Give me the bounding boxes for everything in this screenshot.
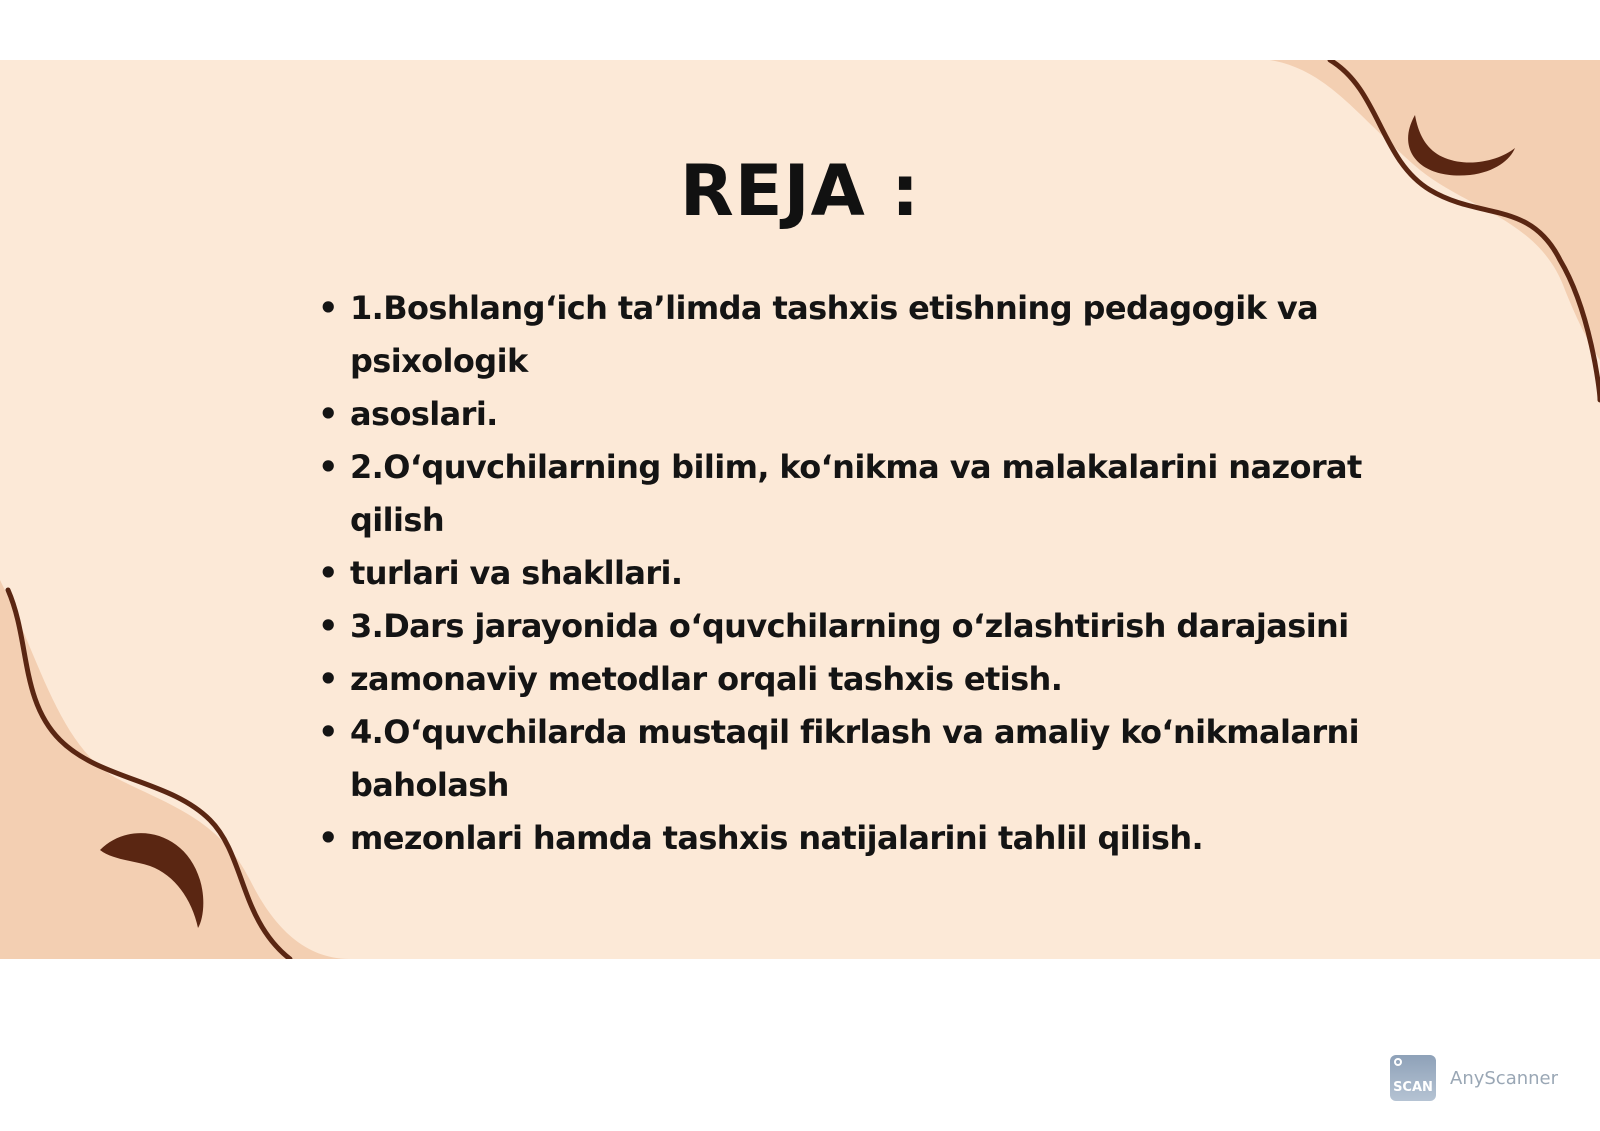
- plan-list: [316, 282, 1366, 865]
- plan-item-4: [316, 547, 1366, 600]
- slide-title: REJA :: [679, 150, 921, 232]
- scan-dot-icon: [1394, 1058, 1402, 1066]
- plan-item-3: [316, 441, 1366, 547]
- bullet: •: [318, 660, 338, 698]
- plan-item-text: zamonaviy metodlar orqali tashxis etish.: [350, 660, 1063, 698]
- plan-item-text: 2.O‘quvchilarning bilim, ko‘nikma va malakalarini nazorat qilish: [350, 448, 1362, 539]
- bullet: •: [318, 713, 338, 751]
- bullet: •: [318, 395, 338, 433]
- plan-item-7: [316, 706, 1366, 812]
- scan-icon: [1390, 1055, 1436, 1101]
- bullet: •: [318, 819, 338, 857]
- bullet: •: [318, 607, 338, 645]
- plan-item-2: [316, 388, 1366, 441]
- plan-item-text: asoslari.: [350, 395, 498, 433]
- brand-name: AnyScanner: [1450, 1067, 1559, 1089]
- anyscanner-watermark: [1390, 1055, 1558, 1101]
- plan-item-text: 4.O‘quvchilarda mustaqil fikrlash va amaliy ko‘nikmalarni baholash: [350, 713, 1360, 804]
- scan-icon-label: SCAN: [1393, 1080, 1433, 1095]
- bullet: •: [318, 554, 338, 592]
- bullet: •: [318, 448, 338, 486]
- bullet: •: [318, 289, 338, 327]
- plan-item-6: [316, 653, 1366, 706]
- plan-item-1: [316, 282, 1366, 388]
- bottom-left-blob: [0, 580, 350, 959]
- plan-item-text: 3.Dars jarayonida o‘quvchilarning o‘zlashtirish darajasini: [350, 607, 1349, 645]
- plan-item-5: [316, 600, 1366, 653]
- plan-item-text: turlari va shakllari.: [350, 554, 683, 592]
- plan-item-text: mezonlari hamda tashxis natijalarini tahlil qilish.: [350, 819, 1204, 857]
- plan-item-8: [316, 812, 1366, 865]
- slide: [0, 60, 1600, 959]
- plan-item-text: 1.Boshlang‘ich ta’limda tashxis etishning pedagogik va psixologik: [350, 289, 1319, 380]
